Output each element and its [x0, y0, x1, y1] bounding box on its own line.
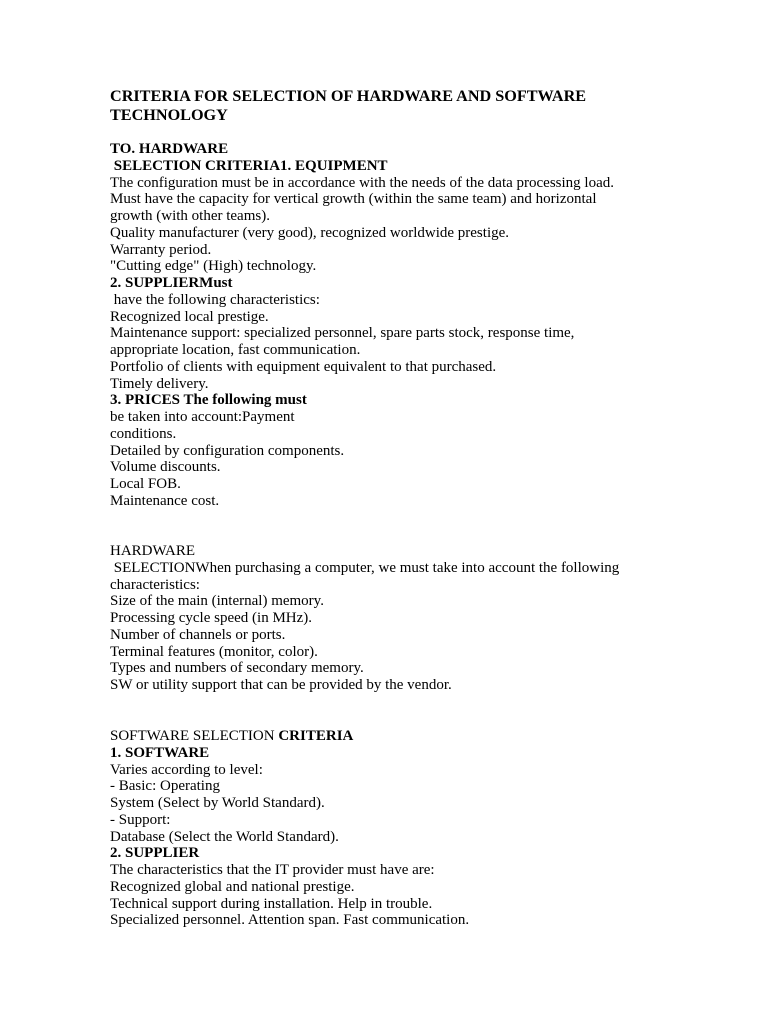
- hardware-selection-section: [110, 543, 710, 694]
- equipment-line: The configuration must be in accordance with the needs of the data processing load.: [110, 174, 614, 191]
- hardware-selection-line: Types and numbers of secondary memory.: [110, 660, 364, 677]
- software-supplier-line: Recognized global and national prestige.: [110, 878, 355, 895]
- hardware-selection-line: Processing cycle speed (in MHz).: [110, 610, 313, 626]
- subheading-prices: 3. PRICES The following must: [110, 392, 307, 409]
- supplier-line: have the following characteristics:: [110, 291, 320, 308]
- software-heading-plain: SOFTWARE SELECTION: [110, 728, 279, 744]
- software-supplier-line: The characteristics that the IT provider must have are:: [110, 862, 435, 878]
- equipment-line: Must have the capacity for vertical growth (within the same team) and horizontal: [110, 191, 597, 208]
- supplier-line: Recognized local prestige.: [110, 308, 269, 325]
- software-supplier-line: Technical support during installation. Help in trouble.: [110, 895, 433, 912]
- prices-line: Maintenance cost.: [110, 492, 220, 509]
- software-line: - Support:: [110, 811, 171, 828]
- subheading-software: 1. SOFTWARE: [110, 744, 210, 761]
- equipment-line: Warranty period.: [110, 241, 212, 258]
- supplier-line: Portfolio of clients with equipment equivalent to that purchased.: [110, 358, 497, 375]
- hardware-selection-line: Terminal features (monitor, color).: [110, 643, 318, 660]
- section-heading-hardware-selection: HARDWARE: [110, 543, 195, 559]
- hardware-selection-line: SELECTIONWhen purchasing a computer, we must take into account the following: [110, 559, 620, 576]
- prices-line: Volume discounts.: [110, 459, 221, 476]
- prices-line: be taken into account:Payment: [110, 409, 295, 425]
- software-line: Database (Select the World Standard).: [110, 828, 339, 845]
- section-heading-hardware: TO. HARDWARE: [110, 141, 229, 157]
- hardware-selection-line: Number of channels or ports.: [110, 626, 286, 643]
- subheading-supplier: 2. SUPPLIERMust: [110, 275, 233, 291]
- prices-line: Detailed by configuration components.: [110, 442, 345, 459]
- supplier-line: appropriate location, fast communication.: [110, 342, 361, 358]
- hardware-selection-line: characteristics:: [110, 576, 200, 593]
- supplier-line: Maintenance support: specialized personnel, spare parts stock, response time,: [110, 325, 575, 342]
- subheading-equipment: SELECTION CRITERIA1. EQUIPMENT: [110, 157, 388, 174]
- subheading-software-supplier: 2. SUPPLIER: [110, 845, 200, 862]
- software-heading-bold: CRITERIA: [278, 728, 354, 744]
- prices-line: Local FOB.: [110, 476, 181, 492]
- equipment-line: growth (with other teams).: [110, 208, 270, 224]
- software-line: System (Select by World Standard).: [110, 795, 325, 811]
- document-title: CRITERIA FOR SELECTION OF HARDWARE AND SOFTWARE TECHNOLOGY: [110, 87, 587, 124]
- hardware-criteria-section: [110, 141, 710, 510]
- software-selection-section: [110, 728, 710, 929]
- supplier-line: Timely delivery.: [110, 375, 209, 392]
- prices-line: conditions.: [110, 425, 177, 442]
- software-supplier-line: Specialized personnel. Attention span. Fast communication.: [110, 912, 470, 929]
- software-line: Varies according to level:: [110, 761, 263, 778]
- hardware-selection-line: SW or utility support that can be provided by the vendor.: [110, 677, 452, 693]
- software-line: - Basic: Operating: [110, 778, 220, 795]
- hardware-selection-line: Size of the main (internal) memory.: [110, 593, 324, 610]
- equipment-line: Quality manufacturer (very good), recognized worldwide prestige.: [110, 224, 510, 241]
- section-heading-software: [110, 728, 710, 745]
- equipment-line: "Cutting edge" (High) technology.: [110, 258, 317, 275]
